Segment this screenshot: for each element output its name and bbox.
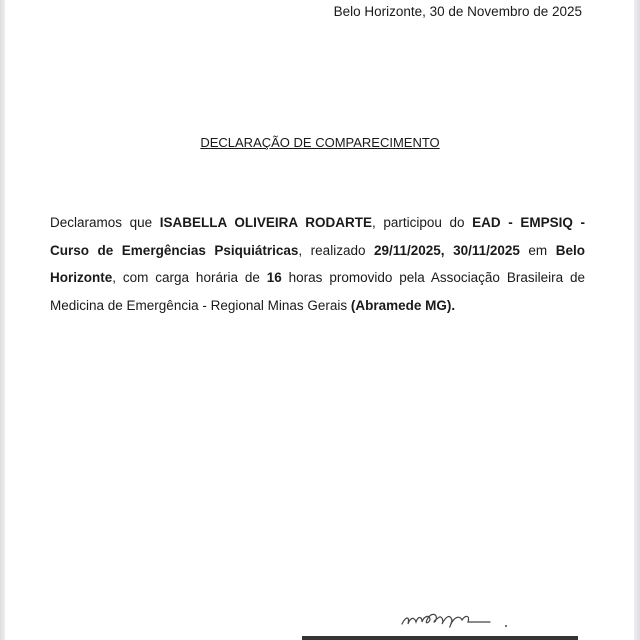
course-dates: 29/11/2025, 30/11/2025 (373, 242, 520, 258)
participant-name: ISABELLA OLIVEIRA RODARTE (159, 215, 373, 230)
declaration-body (50, 209, 585, 319)
course-city: Belo Horizonte (50, 242, 585, 285)
body-text-3: , realizado (298, 242, 374, 258)
course-hours: 16 (266, 270, 282, 285)
body-text-6: horas promovido pela Associação Brasileira de Medicina de Emergência - Regional Minas Gerais (50, 270, 585, 313)
page-edge-right (634, 0, 640, 640)
signature-line (302, 636, 578, 640)
course-name: EAD - EMPSIQ - Curso de Emergências Psiquiátricas (50, 215, 585, 258)
body-text-5: , com carga horária de (112, 270, 267, 285)
body-text-2: , participou do (372, 215, 473, 230)
page-edge-left (0, 0, 5, 640)
place-date: Belo Horizonte, 30 de Novembro de 2025 (333, 4, 582, 19)
document-title: DECLARAÇÃO DE COMPARECIMENTO (200, 135, 440, 150)
organization-name: (Abramede MG). (350, 297, 456, 313)
body-text-4: em (519, 242, 556, 258)
body-text-1: Declaramos que (50, 215, 160, 230)
signature-icon (398, 608, 538, 632)
